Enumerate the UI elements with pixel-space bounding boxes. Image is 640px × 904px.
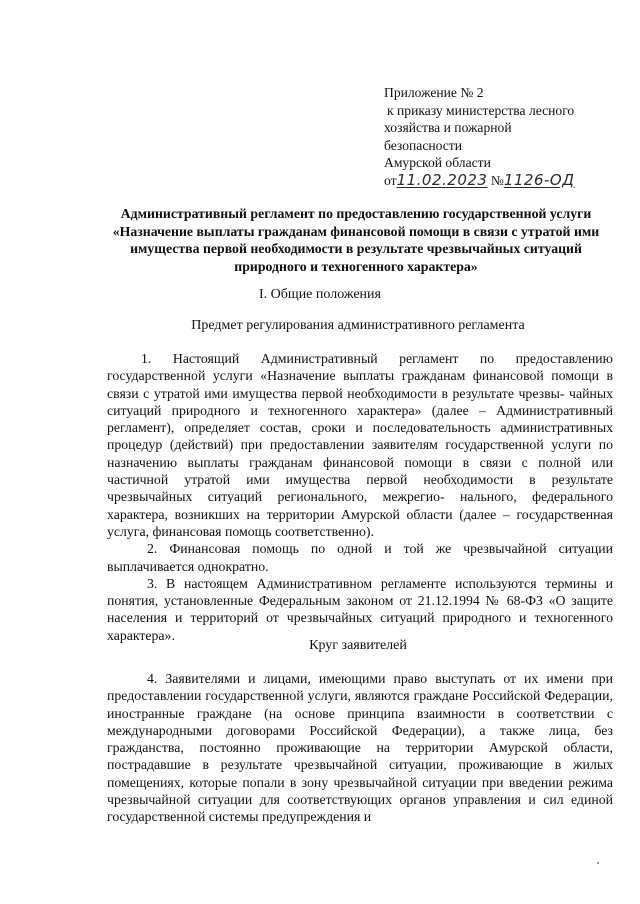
paragraph-4: 4. Заявителями и лицами, имеющими право выступать от их имени при предоставлении государственной услуги, являются граждане Российской Федерации, иностранные граждане (на основе принципа взаимности в соответствии с международными договорами Российской Федерации), а также лица, без гражданства, постоянно проживающие на территории Амурской области, пострадавшие в результате чрезвычайной ситуации, проживающие в жилых помещениях, которые попали в зону чрезвычайной ситуации при введении режима чрезвычайной ситуации для соответствующих органов управления и сил единой государственной системы предупреждения и xyxy=(107,671,613,825)
paragraph-1: 1. Настоящий Административный регламент по предоставлению государственной услуги «Назначение выплаты гражданам финансовой помощи в связи с утратой ими имущества первой необходимости в результате чрезвы- чайных ситуаций природного и техногенного характера» (далее – Административный регламент), определяет состав, сроки и последовательность административных процедур (действий) при предоставлении заявителям государственной услуги по назначению выплаты гражданам финансовой помощи в связи с полной или частичной утратой ими имущества первой необходимости в результате чрезвычайных ситуаций регионального, межрегио- нального, федерального характера, возникших на территории Амурской области (далее – государственная услуга, финансовая помощь соответственно). xyxy=(107,351,613,539)
order-number-handwritten: 1126-ОД xyxy=(503,170,575,189)
subsection-heading: Предмет регулирования административного регламента xyxy=(191,318,525,333)
appendix-line-2: к приказу министерства лесного xyxy=(387,102,575,118)
applicants-body xyxy=(107,670,613,826)
paragraph-2: 2. Финансовая помощь по одной и той же чрезвычайной ситуации выплачивается однократно. xyxy=(107,541,613,574)
section-body xyxy=(107,350,613,644)
order-reference xyxy=(384,172,614,194)
applicants-heading: Круг заявителей xyxy=(309,638,407,653)
order-date-handwritten: 11.02.2023 xyxy=(396,170,488,189)
appendix-line-3: хозяйства и пожарной xyxy=(384,120,512,135)
order-number-label: № xyxy=(490,172,504,188)
appendix-line-4: безопасности xyxy=(384,137,463,153)
section-heading: I. Общие положения xyxy=(259,287,381,302)
appendix-block xyxy=(384,84,614,194)
order-from-label: от xyxy=(384,172,397,188)
scan-speck xyxy=(597,862,599,864)
appendix-line-1: Приложение № 2 xyxy=(384,85,484,100)
paragraph-3: 3. В настоящем Административном регламенте используются термины и понятия, установленные Федеральным законом от 21.12.1994 № 68-ФЗ «О защите населения и территорий от чрезвычайных ситуаций природного и техногенного характера». xyxy=(107,575,613,643)
document-title: Административный регламент по предоставлению государственной услуги «Назначение выплаты гражданам финансовой помощи в связи с утратой ими имущества первой необходимости в результате чрезвычайных ситуаций природного и техногенного характера» xyxy=(112,206,600,274)
appendix-line-5: Амурской области xyxy=(384,155,491,170)
